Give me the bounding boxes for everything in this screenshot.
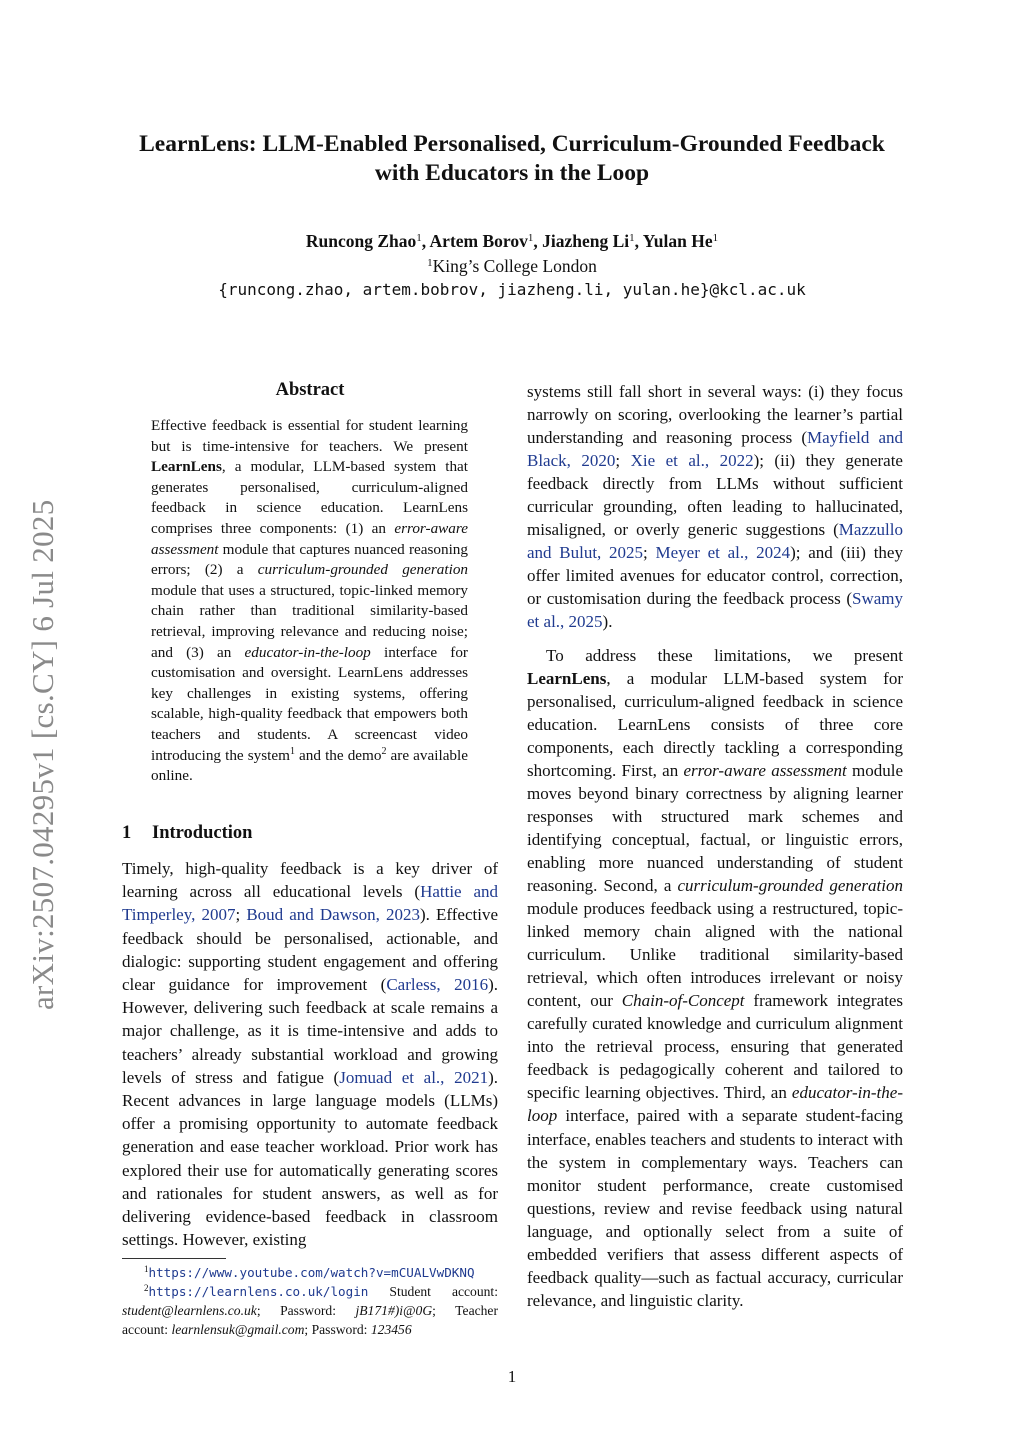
citation-link[interactable]: Boud and Dawson, 2023 [246,905,420,925]
title-line-1: LearnLens: LLM-Enabled Personalised, Curriculum-Grounded Feedback [139,131,885,157]
author-affil-mark: 1 [416,232,422,244]
author-name: Artem Borov [429,231,528,251]
citation-link[interactable]: Mazzullo and Bulut, 2025 [527,520,903,563]
author-list: Runcong Zhao$^1$, Artem Borov$^1$, Jiazheng Li$^1$, Yulan He$^1$ [305,231,719,251]
intro-paragraph-2: To address these limitations, we present LearnLens, a modular LLM-based system for personalised, curriculum-aligned feedback in science education. LearnLens consists of three core components, each directly tackling a corresponding shortcoming. First, an error-aware assessment module moves beyond binary correctness by aligning learner responses with structured mark schemes and identifying conceptual, factual, or linguistic errors, enabling more nuanced understanding of student reasoning. Second, a curriculum-grounded generation module produces feedback using a restructured, topic-linked memory chain aligned with the national curriculum. Unlike traditional similarity-based retrieval, which often introduces irrelevant or noisy content, our Chain-of-Concept framework integrates carefully curated knowledge and curriculum alignment into the retrieval process, ensuring that generated feedback is pedagogically coherent and tailored to specific learning objectives. Third, an educator-in-the-loop interface, paired with a separate student-facing interface, enables teachers and students to interact with the system in complementary ways. Teachers can monitor student performance, create customised questions, review and revise feedback using natural language, and optionally select from a suite of embedded verifiers that assess different aspects of feedback quality—such as factual accuracy, curricular relevance, and linguistic clarity. [527,645,903,1310]
citation-link[interactable]: Hattie and Timperley, 2007 [122,882,498,925]
intro-left-column [122,857,498,1251]
intro-paragraph-1-continued: systems still fall short in several ways: (i) they focus narrowly on scoring, overlooking the learner’s partial understanding and reasoning process (Mayfield and Black, 2020; Xie et al., 2022); (ii) they generate feedback directly from LLMs without sufficient curricular grounding, often leading to hallucinated, misaligned, or overly generic suggestions (Mazzullo and Bulut, 2025; Meyer et al., 2024); and (iii) they offer limited avenues for educator control, correction, or customisation during the feedback process (Swamy et al., 2025). [527,382,903,632]
footnote-1: $^1$https://www.youtube.com/watch?v=mCUALVwDKNQ [144,1264,475,1280]
footnote-2: $^2$https://learnlens.co.uk/login Student account: student@learnlens.co.uk; Password: jB171#)i@0G; Teacher account: learnlensuk@gmail.com; Password: 123456 [122,1283,498,1337]
citation-link[interactable]: Meyer et al., 2024 [655,543,791,563]
footnote-link[interactable]: https://www.youtube.com/watch?v=mCUALVwDKNQ [148,1265,475,1280]
affiliation: $^1$King’s College London [427,256,597,276]
citation-link[interactable]: Swamy et al., 2025 [527,589,903,632]
author-affil-mark: 1 [629,232,635,244]
abstract-heading: Abstract [275,380,345,400]
paper-title [100,130,924,188]
footnote-ref-2[interactable]: 2 [381,745,387,757]
footnote-link[interactable]: https://learnlens.co.uk/login [148,1284,369,1299]
page-number: 1 [507,1367,517,1386]
author-name: Yulan He [642,231,713,251]
author-name: Runcong Zhao [305,231,417,251]
footnote-divider [122,1258,226,1259]
citation-link[interactable]: Carless, 2016 [386,975,489,995]
abstract-body: Effective feedback is essential for student learning but is time-intensive for teachers. We present LearnLens, a modular, LLM-based system that generates personalised, curriculum-aligned feedback in science education. LearnLens comprises three components: (1) an error-aware assessment module that captures nuanced reasoning errors; (2) a curriculum-grounded generation module that uses a structured, topic-linked memory chain rather than traditional similarity-based retrieval, improving relevance and reducing noise; and (3) an educator-in-the-loop interface for customisation and oversight. LearnLens addresses key challenges in existing systems, offering scalable, high-quality feedback that empowers both teachers and students. A screencast video introducing the system$^1$ and the demo$^2$ are available online. [151,417,469,785]
intro-paragraph-1: Timely, high-quality feedback is a key driver of learning across all educational levels (Hattie and Timperley, 2007; Boud and Dawson, 2023). Effective feedback should be personalised, actionable, and dialogic: supporting student engagement and offering clear guidance for improvement (Carless, 2016). However, delivering such feedback at scale remains a major challenge, as it is time-intensive and adds to teachers’ already substantial workload and growing levels of stress and fatigue (Jomuad et al., 2021). Recent advances in large language models (LLMs) offer a promising opportunity to automate feedback generation and ease teacher workload. Prior work has explored their use for automatically generating scores and rationales for student answers, as well as for delivering evidence-based feedback in classroom settings. However, existing [122,859,498,1250]
author-name: Jiazheng Li [542,231,630,251]
author-affil-mark: 1 [527,232,534,244]
footnote-ref-1[interactable]: 1 [289,745,295,757]
intro-right-column [527,380,903,1312]
author-emails: {runcong.zhao, artem.bobrov, jiazheng.li, yulan.he}@kcl.ac.uk [218,280,806,299]
footnotes [122,1263,498,1339]
title-line-2: with Educators in the Loop [374,160,650,186]
citation-link[interactable]: Mayfield and Black, 2020 [527,428,903,471]
citation-link[interactable]: Xie et al., 2022 [630,451,754,471]
citation-link[interactable]: Jomuad et al., 2021 [339,1067,489,1087]
section-heading-introduction: 1 Introduction [122,823,253,843]
author-affil-mark: 1 [712,232,719,244]
arxiv-stamp: arXiv:2507.04295v1 [cs.CY] 6 Jul 2025 [25,499,60,1010]
